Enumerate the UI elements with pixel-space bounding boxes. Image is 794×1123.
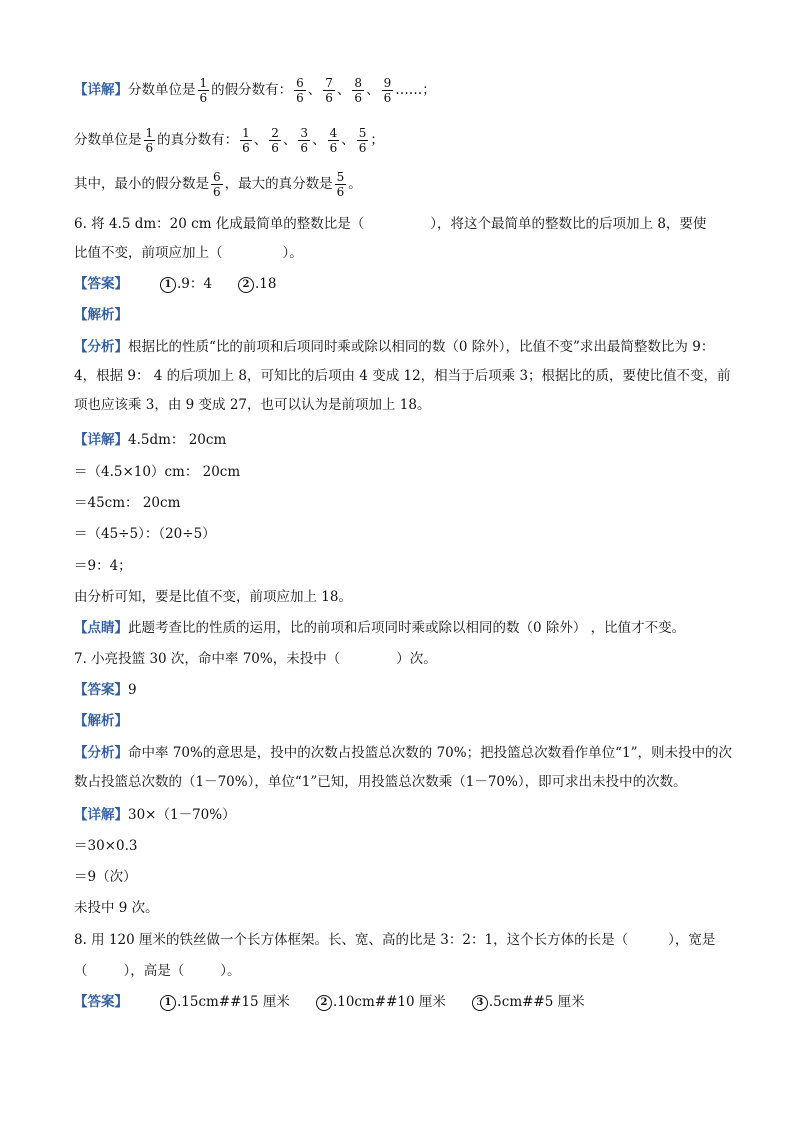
text: 比值不变，前项应加上（ — [74, 245, 223, 261]
jiexi-tag: 【解析】 — [74, 713, 128, 729]
text: ； — [370, 132, 384, 148]
sec5-line3 — [74, 170, 362, 199]
xiangjie-tag: 【详解】 — [74, 82, 128, 98]
q8-question-line1 — [74, 930, 715, 950]
text: ，最大的真分数是 — [224, 176, 333, 192]
circled-number-3: 3 — [472, 995, 488, 1011]
answer-text: 18 — [259, 276, 277, 292]
text: 7. 小亮投篮 30 次，命中率 70%，未投中（ — [74, 651, 341, 667]
sec5-line1: 【详解】分数单位是 $\frac{1}{6}$ 的假分数有： $\frac{6}{6}$ 、 $\frac{7}{6}$ 、 $\frac{8}{6}$ 、 $\frac{9}{6}$ ……； — [74, 76, 436, 105]
fraction: $\frac{3}{6}$ — [300, 126, 309, 155]
text: ），将这个最简单的整数比的后项加上 8，要使 — [430, 216, 707, 232]
fenxi-tag: 【分析】 — [74, 339, 128, 355]
fraction: $\frac{8}{6}$ — [354, 76, 363, 105]
answer-tag: 【答案】 — [74, 994, 128, 1010]
answer-tag: 【答案】 — [74, 276, 128, 292]
q6-answer: 【答案】 1 .9：4 2 .18 — [74, 276, 277, 292]
fraction: $\frac{5}{6}$ — [358, 126, 367, 155]
q7-question — [74, 649, 437, 669]
xiangjie-tag: 【详解】 — [74, 432, 128, 448]
q6-step-3: ＝45cm： 20cm — [74, 495, 181, 511]
circled-number-2: 2 — [238, 277, 254, 293]
q6-question-line1 — [74, 214, 706, 234]
fraction: $\frac{1}{6}$ — [242, 126, 250, 155]
answer-text: 15cm##15 厘米 — [181, 994, 290, 1010]
q7-conclusion: 未投中 9 次。 — [74, 900, 159, 916]
answer-text: 5cm##5 厘米 — [493, 994, 585, 1010]
q8-answer: 【答案】 1 .15cm##15 厘米 2 .10cm##10 厘米 3 .5cm##5 厘米 — [74, 994, 585, 1010]
q6-dianjing — [74, 618, 685, 638]
q7-answer — [74, 680, 137, 700]
q7-jiexi — [74, 711, 128, 731]
text: 分数单位是 — [74, 132, 142, 148]
text: ），宽是 — [668, 932, 716, 948]
text: 8. 用 120 厘米的铁丝做一个长方体框架。长、宽、高的比是 3：2：1，这个长方体的长是（ — [74, 932, 629, 948]
fenxi-text: 命中率 70%的意思是，投中的次数占投篮总次数的 70%；把投篮总次数看作单位“1”，则未投中的次数占投篮总次数的（1－70%），单位“1”已知，用投篮总次数乘（1－70%），即可求出未投中的次数。 — [74, 745, 732, 790]
q7-step-1 — [74, 805, 236, 825]
text: ）。 — [282, 245, 303, 261]
text: 。 — [348, 176, 362, 192]
q7-step-2: ＝30×0.3 — [74, 838, 138, 854]
q6-question-line2 — [74, 243, 303, 263]
fraction: $\frac{1}{6}$ — [145, 126, 154, 155]
dianjing-tag: 【点睛】 — [74, 620, 128, 636]
text: 的假分数有： — [211, 82, 293, 98]
answer-text: 10cm##10 厘米 — [337, 994, 446, 1010]
fraction: $\frac{5}{6}$ — [336, 170, 345, 199]
fraction: $\frac{6}{6}$ — [213, 170, 221, 199]
step-text: 30×（1－70%） — [128, 807, 236, 823]
q6-conclusion: 由分析可知，要是比值不变，前项应加上 18。 — [74, 589, 352, 605]
xiangjie-tag: 【详解】 — [74, 807, 128, 823]
q6-jiexi — [74, 305, 128, 325]
fraction: $\frac{7}{6}$ — [325, 76, 333, 105]
q8-question-line2 — [74, 961, 241, 981]
fraction: $\frac{6}{6}$ — [296, 76, 304, 105]
q6-fenxi — [74, 333, 734, 420]
q6-step-1 — [74, 430, 226, 450]
fenxi-tag: 【分析】 — [74, 745, 128, 761]
text: ）次。 — [396, 651, 437, 667]
text: ）。 — [220, 963, 241, 979]
text: ），高是（ — [123, 963, 185, 979]
q6-step-2: ＝（4.5×10）cm： 20cm — [74, 464, 241, 480]
text: 的真分数有： — [157, 132, 239, 148]
text: 6. 将 4.5 dm：20 cm 化成最简单的整数比是（ — [74, 216, 365, 232]
circled-number-1: 1 — [160, 277, 176, 293]
step-text: 4.5dm： 20cm — [128, 432, 227, 448]
circled-number-1: 1 — [160, 995, 176, 1011]
text: 其中，最小的假分数是 — [74, 176, 209, 192]
text: ……； — [395, 82, 436, 98]
fraction: $\frac{4}{6}$ — [329, 126, 338, 155]
sec5-line2: 分数单位是 $\frac{1}{6}$ 的真分数有： $\frac{1}{6}$ 、 $\frac{2}{6}$ 、 $\frac{3}{6}$ 、 $\frac{4}{6}$ 、 $\frac{5}{6}$ ； — [74, 126, 384, 155]
fraction: $\frac{9}{6}$ — [383, 76, 392, 105]
jiexi-tag: 【解析】 — [74, 307, 128, 323]
fraction: $\frac{1}{6}$ — [199, 76, 208, 105]
answer-text: 9：4 — [181, 276, 212, 292]
fraction: $\frac{2}{6}$ — [271, 126, 279, 155]
q7-fenxi — [74, 739, 734, 797]
q6-step-5: ＝9：4； — [74, 558, 132, 574]
text: 分数单位是 — [128, 82, 196, 98]
circled-number-2: 2 — [316, 995, 332, 1011]
q6-step-4: ＝（45÷5）：（20÷5） — [74, 526, 216, 542]
fenxi-text: 根据比的性质“比的前项和后项同时乘或除以相同的数（0 除外），比值不变”求出最简整数比为 9： 4，根据 9： 4 的后项加上 8，可知比的后项由 4 变成 12，相当于后项乘 3；根据比的质，要使比值不变，前项也应该乘 3，由 9 变成 27，也可以认为是前项加上 18。 — [74, 339, 731, 413]
text: （ — [74, 963, 88, 979]
answer-tag: 【答案】 — [74, 682, 128, 698]
answer-text: 9 — [128, 682, 137, 698]
q7-step-3: ＝9（次） — [74, 869, 137, 885]
dianjing-text: 此题考查比的性质的运用，比的前项和后项同时乘或除以相同的数（0 除外） ，比值才不变。 — [128, 620, 686, 636]
